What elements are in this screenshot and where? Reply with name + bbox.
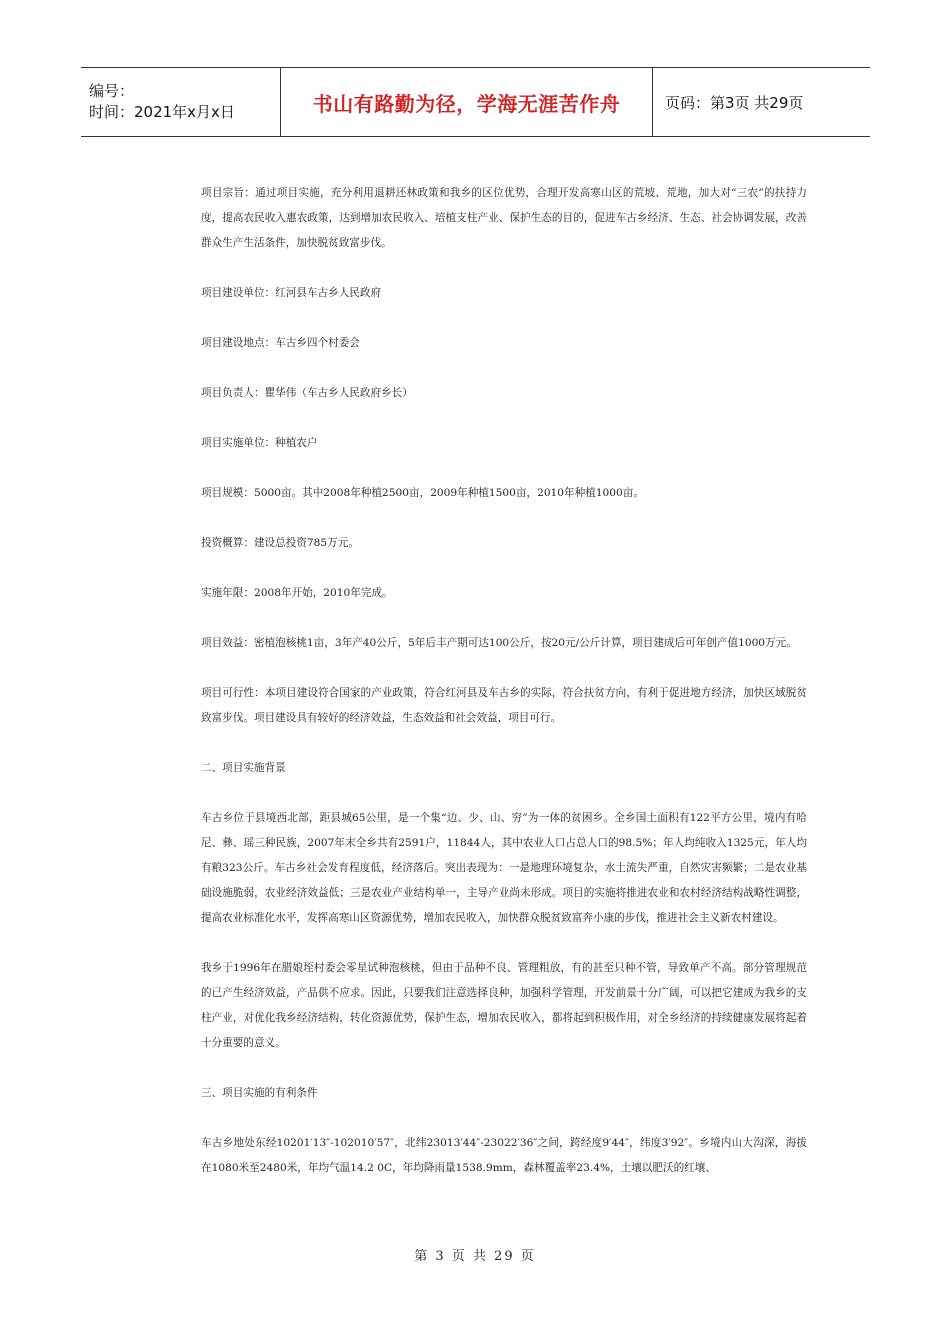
page-footer: 第 3 页 共 29 页 [414, 1249, 536, 1264]
section-heading-background: 二、项目实施背景 [201, 762, 286, 774]
paragraph-benefits: 项目效益：密植泡核桃1亩，3年产40公斤，5年后丰产期可达100公斤，按20元/公斤计算，项目建成后可年创产值1000万元。 [201, 637, 797, 649]
header-motto: 书山有路勤为径，学海无涯苦作舟 [312, 91, 621, 116]
paragraph-geography: 车古乡地处东经10201′13″-102010′57″，北纬23013′44″-23022′36″之间，跨经度9′44″，纬度3′92″。乡境内山大沟深，海拔在1080米至2480米，年均气温14.2 0C，年均降雨量1538.9mm，森林覆盖率23.4%，土壤以肥沃的红壤、 [201, 1137, 807, 1174]
paragraph-feasibility: 项目可行性：本项目建设符合国家的产业政策，符合红河县及车古乡的实际，符合扶贫方向，有利于促进地方经济，加快区域脱贫致富步伐。项目建设具有较好的经济效益，生态效益和社会效益，项目可行。 [201, 687, 807, 724]
paragraph-purpose: 项目宗旨：通过项目实施，充分利用退耕还林政策和我乡的区位优势，合理开发高寒山区的荒坡、荒地，加大对“三农”的扶持力度，提高农民收入惠农政策，达到增加农民收入、培植支柱产业、保护生态的目的，促进车古乡经济、生态、社会协调发展，改善群众生产生活条件，加快脱贫致富步伐。 [201, 187, 807, 249]
paragraph-duration: 实施年限：2008年开始，2010年完成。 [201, 587, 393, 599]
page-header [81, 67, 870, 137]
document-number-label: 编号： [89, 82, 135, 100]
paragraph-project-leader: 项目负责人：瞿华伟（车古乡人民政府乡长） [201, 387, 413, 399]
paragraph-history: 我乡于1996年在腊娘垤村委会零星试种泡核桃，但由于品种不良、管理粗放，有的甚至只种不管，导致单产不高。部分管理规范的已产生经济效益，产品供不应求。因此，只要我们注意选择良种，加强科学管理，开发前景十分广阔，可以把它建成为我乡的支柱产业，对优化我乡经济结构，转化资源优势，保护生态，增加农民收入，都将起到积极作用，对全乡经济的持续健康发展将起着十分重要的意义。 [201, 962, 807, 1049]
header-info-cell [81, 68, 281, 136]
header-motto-cell [281, 68, 653, 136]
paragraph-implementing-unit: 项目实施单位：种植农户 [201, 437, 318, 449]
paragraph-background: 车古乡位于县境西北部，距县城65公里，是一个集“边、少、山、穷”为一体的贫困乡。全乡国土面积有122平方公里，境内有哈尼、彝、瑶三种民族，2007年末全乡共有2591户，11844人，其中农业人口占总人口的98.5%；年人均纯收入1325元，年人均有粮323公斤。车古乡社会发育程度低，经济落后。突出表现为：一是地理环境复杂，水土流失严重，自然灾害频繁；二是农业基础设施脆弱，农业经济效益低；三是农业产业结构单一，主导产业尚未形成。项目的实施将推进农业和农村经济结构战略性调整，提高农业标准化水平，发挥高寒山区资源优势，增加农民收入，加快群众脱贫致富奔小康的步伐，推进社会主义新农村建设。 [201, 812, 807, 924]
paragraph-construction-site: 项目建设地点：车古乡四个村委会 [201, 337, 360, 349]
header-page-number: 页码：第3页 共29页 [665, 93, 804, 112]
paragraph-project-scale: 项目规模：5000亩。其中2008年种植2500亩，2009年种植1500亩，2010年种植1000亩。 [201, 487, 644, 499]
paragraph-construction-unit: 项目建设单位：红河县车古乡人民政府 [201, 287, 382, 299]
document-body [201, 181, 807, 1206]
section-heading-conditions: 三、项目实施的有利条件 [201, 1087, 318, 1099]
document-date-label: 时间：2021年x月x日 [89, 103, 235, 121]
header-page-cell [653, 68, 870, 136]
paragraph-investment: 投资概算：建设总投资785万元。 [201, 537, 359, 549]
